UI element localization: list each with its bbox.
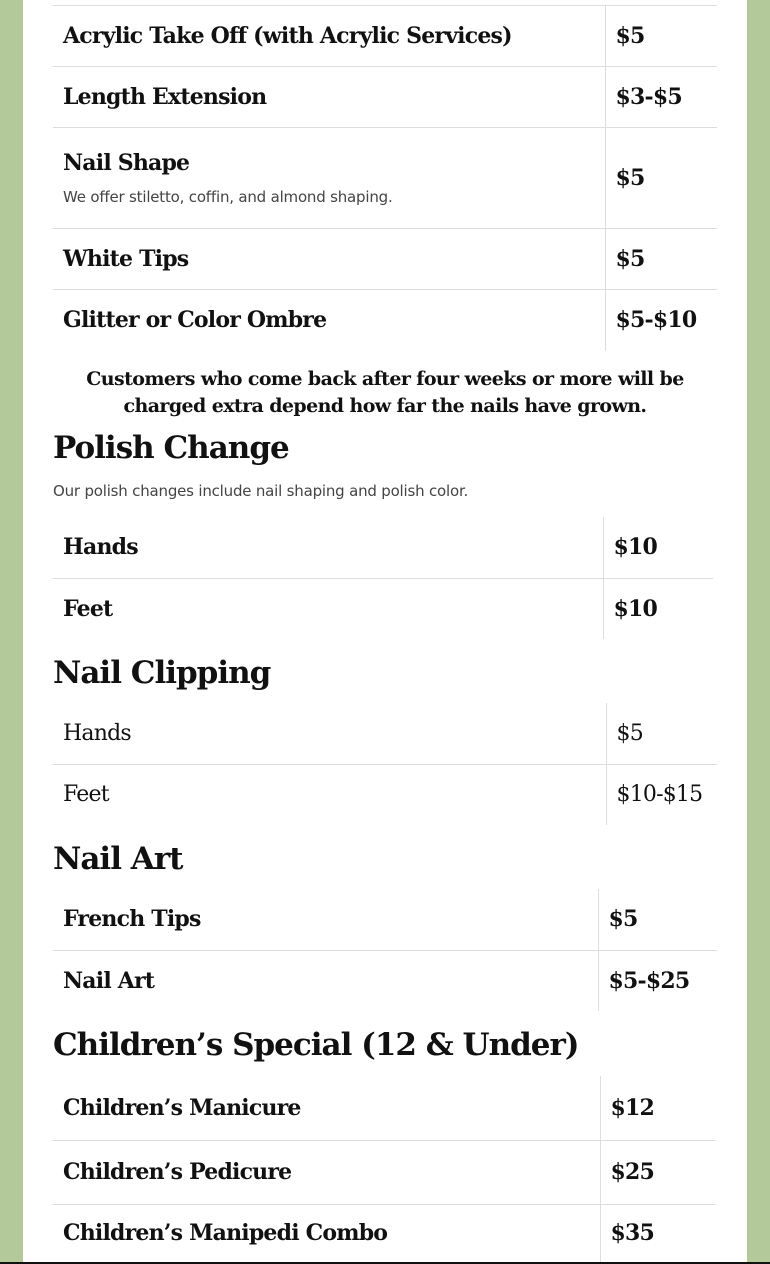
service-name: Hands [63,534,138,561]
service-name: Hands [63,720,131,746]
service-name-cell [53,703,606,764]
service-price: $12 [610,1094,655,1121]
service-price: $10 [613,595,658,622]
service-price-cell [606,703,717,764]
service-name: Children’s Manipedi Combo [63,1220,388,1247]
page-container [23,0,747,1262]
table-row [53,229,717,290]
nail-art-table [53,889,717,1011]
service-name-cell [53,67,605,128]
table-row [53,1140,715,1204]
table-row [53,1076,715,1140]
section-title-nail-clipping: Nail Clipping [53,655,271,691]
service-name-cell [53,1076,600,1140]
service-name-cell [53,517,603,578]
section-description-polish-change: Our polish changes include nail shaping and polish color. [53,482,469,500]
service-price: $10 [613,534,658,561]
service-price-cell [605,67,717,128]
section-title-childrens-special: Children’s Special (12 & Under) [53,1027,579,1063]
service-price: $5 [615,165,645,191]
service-name-cell [53,229,605,290]
service-price-cell [600,1076,715,1140]
service-name: Feet [63,782,109,808]
childrens-special-table [53,1076,715,1262]
service-price-cell [606,764,717,825]
table-row [53,578,713,639]
service-price: $25 [610,1159,655,1185]
addons-table [53,5,717,351]
service-name: Length Extension [63,84,267,110]
service-name-cell [53,578,603,639]
service-name-cell [53,764,606,825]
service-price: $5 [615,246,645,272]
service-price-cell [605,290,717,351]
service-price-cell [605,229,717,290]
table-row [53,67,717,128]
service-price: $5-$25 [608,967,690,994]
service-name: Children’s Pedicure [63,1159,292,1185]
section-title-nail-art: Nail Art [53,841,183,877]
service-price: $5 [615,23,645,49]
service-name-cell [53,128,605,229]
service-name: Feet [63,595,113,622]
service-name-cell [53,950,598,1011]
service-price: $5 [608,906,638,933]
table-row [53,889,717,950]
service-name: Glitter or Color Ombre [63,307,327,334]
service-name: White Tips [63,246,189,272]
service-price-cell [605,128,717,229]
service-price-cell [603,517,713,578]
table-row [53,290,717,351]
service-price-cell [600,1140,715,1204]
service-name-cell [53,1140,600,1204]
table-row [53,6,717,67]
service-price-cell [598,889,717,950]
service-price: $5-$10 [615,307,697,334]
service-name: French Tips [63,906,201,933]
section-title-polish-change: Polish Change [53,430,289,466]
table-row [53,517,713,578]
regrowth-note: Customers who come back after four weeks or more will be charged extra depend how far the nails have grown. [86,368,684,417]
table-row [53,1204,715,1262]
polish-change-table [53,517,713,639]
service-price: $3-$5 [615,84,682,110]
service-price-cell [605,6,717,67]
nail-clipping-table [53,703,717,825]
service-price: $35 [610,1220,655,1247]
table-row [53,950,717,1011]
table-row [53,703,717,764]
service-price: $5 [616,720,643,746]
service-price-cell [598,950,717,1011]
service-name: Acrylic Take Off (with Acrylic Services) [63,23,512,49]
service-name-cell [53,290,605,351]
service-name: Nail Art [63,967,155,994]
service-price-cell [600,1204,715,1262]
service-name-cell [53,1204,600,1262]
service-price-cell [603,578,713,639]
service-name: Children’s Manicure [63,1094,301,1121]
table-row [53,764,717,825]
service-name-cell [53,889,598,950]
table-row [53,128,717,229]
service-price: $10-$15 [616,782,703,808]
service-name: Nail Shape [63,150,190,176]
service-description: We offer stiletto, coffin, and almond shaping. [63,188,393,206]
service-name-cell [53,6,605,67]
